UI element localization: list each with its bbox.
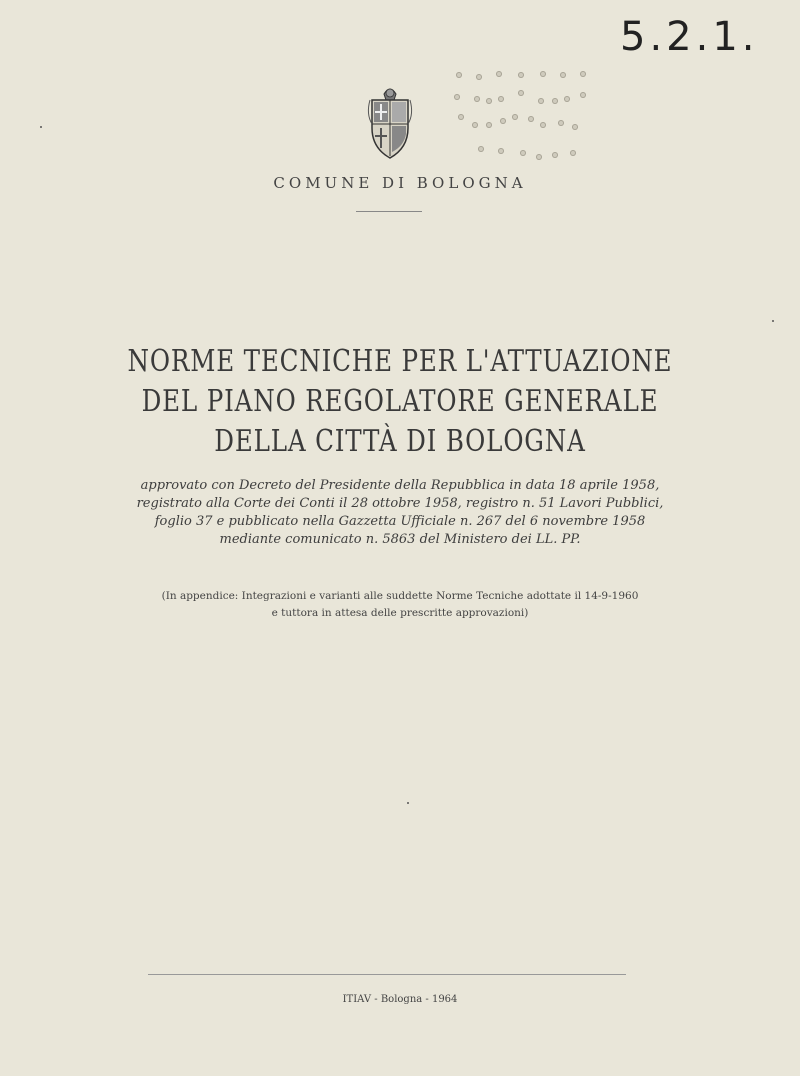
title-line: DEL PIANO REGOLATORE GENERALE — [141, 384, 659, 419]
perforation-hole — [558, 120, 564, 126]
perforation-hole — [512, 114, 518, 120]
perforation-hole — [580, 92, 586, 98]
city-header: COMUNE DI BOLOGNA — [273, 174, 527, 192]
approval-paragraph — [0, 477, 800, 549]
perforation-hole — [540, 122, 546, 128]
perforation-hole — [520, 150, 526, 156]
appendix-line: e tuttora in attesa delle prescritte approvazioni) — [271, 607, 529, 619]
perforation-hole — [538, 98, 544, 104]
perforation-hole — [474, 96, 480, 102]
perforation-hole — [498, 148, 504, 154]
perforation-hole — [528, 116, 534, 122]
perforation-hole — [564, 96, 570, 102]
title-line: NORME TECNICHE PER L'ATTUAZIONE — [127, 344, 673, 379]
appendix-note — [0, 588, 800, 622]
perforation-hole — [500, 118, 506, 124]
perforation-hole — [572, 124, 578, 130]
perforation-hole — [536, 154, 542, 160]
perforation-hole — [518, 90, 524, 96]
perforation-hole — [552, 152, 558, 158]
printer-imprint: ITIAV - Bologna - 1964 — [342, 994, 458, 1005]
perforation-hole — [478, 146, 484, 152]
perforation-hole — [580, 71, 586, 77]
archive-code-handwritten: 5.2.1. — [620, 14, 759, 60]
approval-line: foglio 37 e pubblicato nella Gazzetta Ufficiale n. 267 del 6 novembre 1958 — [154, 514, 646, 529]
title-line: DELLA CITTÀ DI BOLOGNA — [214, 424, 586, 459]
perforation-hole — [552, 98, 558, 104]
header-divider — [356, 211, 422, 212]
perforation-hole — [486, 122, 492, 128]
perforation-hole — [496, 71, 502, 77]
perforation-hole — [570, 150, 576, 156]
paper-speck — [772, 320, 774, 322]
perforation-hole — [458, 114, 464, 120]
approval-line: mediante comunicato n. 5863 del Ministero dei LL. PP. — [219, 532, 581, 547]
perforation-hole — [476, 74, 482, 80]
perforation-hole — [540, 71, 546, 77]
document-title — [72, 342, 728, 462]
perforation-hole — [560, 72, 566, 78]
bologna-coat-of-arms-icon — [364, 84, 416, 160]
paper-speck — [407, 802, 409, 804]
perforation-hole — [454, 94, 460, 100]
approval-line: registrato alla Corte dei Conti il 28 ottobre 1958, registro n. 51 Lavori Pubblici, — [136, 496, 664, 511]
perforation-hole — [498, 96, 504, 102]
perforation-hole — [472, 122, 478, 128]
perforation-hole — [486, 98, 492, 104]
footer-divider — [148, 974, 626, 975]
paper-speck — [40, 126, 42, 128]
perforation-stamp — [448, 62, 598, 167]
perforation-hole — [518, 72, 524, 78]
appendix-line: (In appendice: Integrazioni e varianti alle suddette Norme Tecniche adottate il 14-9-1960 — [161, 590, 639, 602]
perforation-hole — [456, 72, 462, 78]
approval-line: approvato con Decreto del Presidente della Repubblica in data 18 aprile 1958, — [140, 478, 660, 493]
